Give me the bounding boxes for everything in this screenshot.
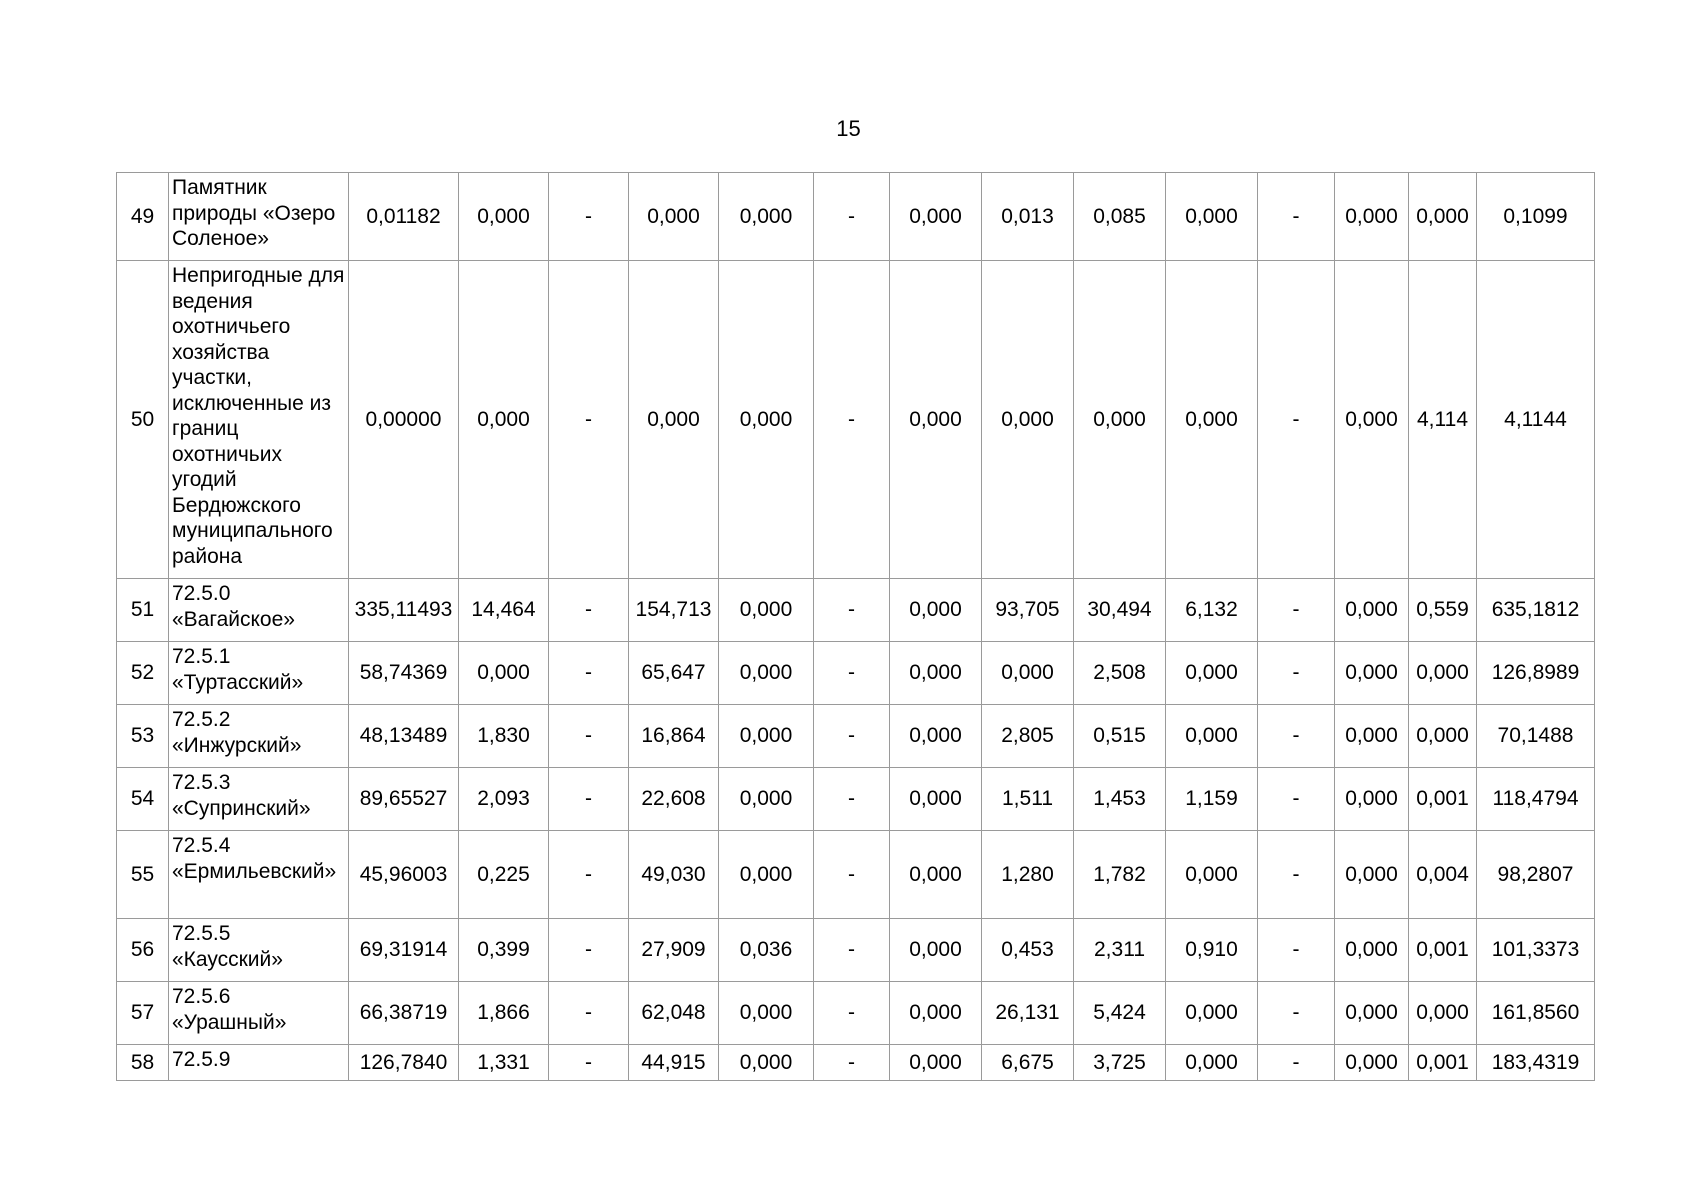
table-cell: 183,4319	[1477, 1045, 1595, 1081]
table-cell: 0,399	[459, 919, 549, 982]
table-cell: 161,8560	[1477, 982, 1595, 1045]
table-cell: -	[814, 642, 890, 705]
table-cell: -	[1258, 982, 1335, 1045]
table-cell: 30,494	[1074, 579, 1166, 642]
table-cell: 0,000	[459, 261, 549, 579]
table-cell: 93,705	[982, 579, 1074, 642]
table-cell: 44,915	[629, 1045, 719, 1081]
table-cell: 0,000	[1166, 705, 1258, 768]
table-cell: 0,000	[1166, 982, 1258, 1045]
table-row	[117, 831, 1595, 919]
table-cell: 16,864	[629, 705, 719, 768]
table-cell: 70,1488	[1477, 705, 1595, 768]
table-cell: 0,000	[890, 173, 982, 261]
table-cell: 0,453	[982, 919, 1074, 982]
table-cell: 0,000	[1166, 642, 1258, 705]
table-cell: -	[1258, 831, 1335, 919]
row-number: 50	[117, 261, 169, 579]
row-number: 52	[117, 642, 169, 705]
table-cell: 0,000	[1409, 705, 1477, 768]
table-cell: 101,3373	[1477, 919, 1595, 982]
table-body	[117, 173, 1595, 1081]
table-cell: 2,093	[459, 768, 549, 831]
row-name: 72.5.2 «Инжурский»	[169, 705, 349, 768]
table-cell: 0,000	[890, 579, 982, 642]
table-cell: -	[549, 261, 629, 579]
table-cell: 0,000	[629, 173, 719, 261]
table-row	[117, 982, 1595, 1045]
row-name: Памятник природы «Озеро Соленое»	[169, 173, 349, 261]
table-cell: 69,31914	[349, 919, 459, 982]
table-cell: 1,331	[459, 1045, 549, 1081]
table-cell: -	[814, 1045, 890, 1081]
table-cell: -	[814, 831, 890, 919]
table-cell: 0,225	[459, 831, 549, 919]
row-number: 56	[117, 919, 169, 982]
table-cell: -	[549, 579, 629, 642]
table-cell: 0,036	[719, 919, 814, 982]
table-cell: 0,000	[890, 831, 982, 919]
table-cell: 3,725	[1074, 1045, 1166, 1081]
table-row	[117, 768, 1595, 831]
table-cell: 0,000	[1074, 261, 1166, 579]
row-number: 55	[117, 831, 169, 919]
table-row	[117, 1045, 1595, 1081]
row-number: 53	[117, 705, 169, 768]
page-number: 15	[836, 116, 861, 141]
table-cell: -	[1258, 1045, 1335, 1081]
table-cell: 0,01182	[349, 173, 459, 261]
table-cell: 0,000	[719, 768, 814, 831]
table-cell: -	[814, 705, 890, 768]
table-cell: 0,000	[1335, 919, 1409, 982]
table-cell: -	[1258, 768, 1335, 831]
table-cell: 0,000	[1166, 831, 1258, 919]
table-row	[117, 705, 1595, 768]
row-name: Непригодные для ведения охотничьего хозяйства участки, исключенные из границ охотничьих угодий Бердюжского муниципального района	[169, 261, 349, 579]
table-cell: -	[549, 1045, 629, 1081]
table-cell: 26,131	[982, 982, 1074, 1045]
table-cell: 0,001	[1409, 768, 1477, 831]
table-cell: -	[1258, 919, 1335, 982]
table-cell: -	[814, 261, 890, 579]
table-cell: 0,000	[459, 642, 549, 705]
table-cell: 0,000	[982, 642, 1074, 705]
table-cell: 0,000	[890, 642, 982, 705]
table-cell: 0,000	[1335, 642, 1409, 705]
table-cell: 0,000	[1335, 1045, 1409, 1081]
table-cell: -	[814, 982, 890, 1045]
table-cell: 0,000	[1335, 173, 1409, 261]
table-cell: 0,559	[1409, 579, 1477, 642]
table-cell: -	[1258, 642, 1335, 705]
table-cell: 0,000	[890, 1045, 982, 1081]
table-cell: 154,713	[629, 579, 719, 642]
table-cell: -	[549, 705, 629, 768]
table-cell: 4,114	[1409, 261, 1477, 579]
table-cell: 0,000	[629, 261, 719, 579]
table-cell: 49,030	[629, 831, 719, 919]
table-cell: 0,000	[719, 261, 814, 579]
row-number: 57	[117, 982, 169, 1045]
table-cell: 1,782	[1074, 831, 1166, 919]
row-number: 54	[117, 768, 169, 831]
table-cell: 14,464	[459, 579, 549, 642]
table-cell: 0,000	[1166, 1045, 1258, 1081]
table-cell: 2,508	[1074, 642, 1166, 705]
table-cell: 0,000	[1409, 982, 1477, 1045]
table-row	[117, 919, 1595, 982]
table-cell: 0,004	[1409, 831, 1477, 919]
row-name: 72.5.0 «Вагайское»	[169, 579, 349, 642]
table-row	[117, 579, 1595, 642]
table-cell: 6,132	[1166, 579, 1258, 642]
table-cell: 0,000	[1335, 982, 1409, 1045]
table-cell: 1,159	[1166, 768, 1258, 831]
table-cell: 89,65527	[349, 768, 459, 831]
table-cell: 0,1099	[1477, 173, 1595, 261]
row-number: 51	[117, 579, 169, 642]
table-cell: 0,001	[1409, 919, 1477, 982]
table-cell: 0,001	[1409, 1045, 1477, 1081]
table-cell: 0,00000	[349, 261, 459, 579]
table-cell: 0,000	[890, 919, 982, 982]
table-cell: 0,085	[1074, 173, 1166, 261]
row-number: 49	[117, 173, 169, 261]
table-cell: 66,38719	[349, 982, 459, 1045]
table-cell: 126,7840	[349, 1045, 459, 1081]
table-cell: 0,000	[1335, 768, 1409, 831]
table-cell: 0,000	[1409, 173, 1477, 261]
data-table	[116, 172, 1595, 1081]
table-cell: -	[814, 919, 890, 982]
row-name: 72.5.1 «Туртасский»	[169, 642, 349, 705]
table-cell: 0,000	[459, 173, 549, 261]
table-cell: 48,13489	[349, 705, 459, 768]
table-cell: 5,424	[1074, 982, 1166, 1045]
table-cell: 335,11493	[349, 579, 459, 642]
table-cell: -	[549, 982, 629, 1045]
table-cell: -	[549, 642, 629, 705]
table-cell: 0,000	[719, 705, 814, 768]
table-cell: 1,866	[459, 982, 549, 1045]
table-cell: 0,000	[1409, 642, 1477, 705]
table-cell: 1,453	[1074, 768, 1166, 831]
table-cell: 0,000	[890, 261, 982, 579]
table-cell: -	[1258, 261, 1335, 579]
table-cell: 126,8989	[1477, 642, 1595, 705]
table-cell: 6,675	[982, 1045, 1074, 1081]
table-cell: 0,000	[1335, 579, 1409, 642]
table-cell: 0,000	[719, 1045, 814, 1081]
table-cell: 0,013	[982, 173, 1074, 261]
table-cell: 0,515	[1074, 705, 1166, 768]
table-cell: 62,048	[629, 982, 719, 1045]
table-cell: -	[814, 768, 890, 831]
table-cell: 0,000	[890, 768, 982, 831]
row-name: 72.5.9	[169, 1045, 349, 1081]
table-cell: 0,910	[1166, 919, 1258, 982]
table-cell: 27,909	[629, 919, 719, 982]
table-cell: 0,000	[982, 261, 1074, 579]
table-cell: 58,74369	[349, 642, 459, 705]
table-cell: 22,608	[629, 768, 719, 831]
table-cell: 0,000	[1335, 831, 1409, 919]
table-cell: 2,311	[1074, 919, 1166, 982]
table-cell: 4,1144	[1477, 261, 1595, 579]
table-cell: 0,000	[1166, 261, 1258, 579]
table-cell: 0,000	[890, 705, 982, 768]
row-name: 72.5.4 «Ермильевский»	[169, 831, 349, 919]
table-cell: -	[549, 919, 629, 982]
table-cell: 0,000	[1335, 261, 1409, 579]
row-name: 72.5.3 «Супринский»	[169, 768, 349, 831]
table-cell: -	[814, 579, 890, 642]
table-cell: 98,2807	[1477, 831, 1595, 919]
table-cell: 45,96003	[349, 831, 459, 919]
table-cell: 0,000	[719, 173, 814, 261]
table-cell: 0,000	[890, 982, 982, 1045]
row-name: 72.5.6 «Урашный»	[169, 982, 349, 1045]
table-row	[117, 642, 1595, 705]
table-cell: 65,647	[629, 642, 719, 705]
table-cell: 0,000	[1335, 705, 1409, 768]
table-cell: 635,1812	[1477, 579, 1595, 642]
table-cell: -	[1258, 173, 1335, 261]
table-cell: 0,000	[719, 642, 814, 705]
table-cell: 0,000	[719, 579, 814, 642]
table-cell: 0,000	[719, 982, 814, 1045]
table-cell: 118,4794	[1477, 768, 1595, 831]
table-cell: -	[549, 831, 629, 919]
table-cell: -	[1258, 579, 1335, 642]
table-cell: -	[1258, 705, 1335, 768]
table-cell: -	[814, 173, 890, 261]
table-cell: 1,280	[982, 831, 1074, 919]
table-cell: 1,511	[982, 768, 1074, 831]
table-cell: 1,830	[459, 705, 549, 768]
table-cell: -	[549, 173, 629, 261]
table-row	[117, 173, 1595, 261]
table-cell: 2,805	[982, 705, 1074, 768]
row-number: 58	[117, 1045, 169, 1081]
row-name: 72.5.5 «Каусский»	[169, 919, 349, 982]
table-row	[117, 261, 1595, 579]
table-cell: -	[549, 768, 629, 831]
table-cell: 0,000	[1166, 173, 1258, 261]
table-cell: 0,000	[719, 831, 814, 919]
